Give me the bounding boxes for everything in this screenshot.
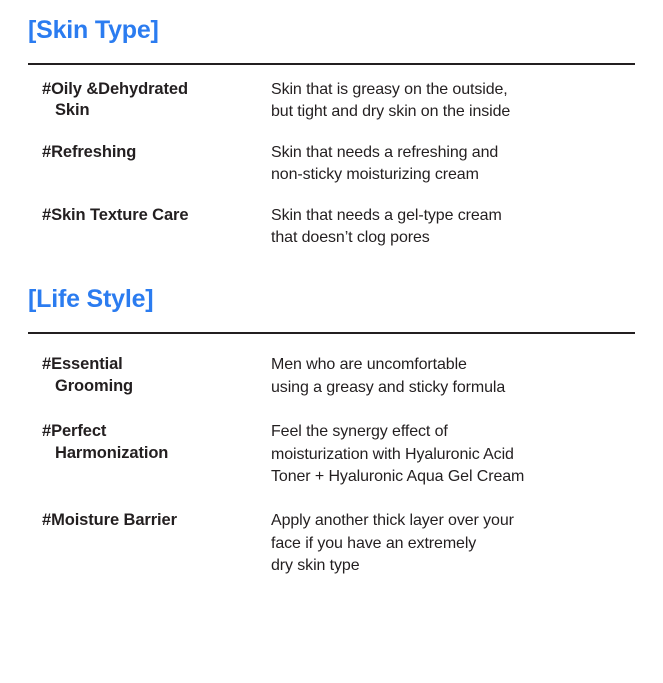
section-divider-skin-type	[28, 63, 635, 65]
feature-list-skin-type	[28, 79, 635, 249]
description-line: Apply another thick layer over your	[271, 512, 514, 530]
section-life-style	[28, 275, 635, 577]
feature-description	[271, 205, 635, 250]
section-divider-life-style	[28, 332, 635, 334]
feature-tag	[28, 205, 271, 226]
description-line: dry skin type	[271, 557, 360, 575]
section-title-skin-type: [Skin Type]	[28, 16, 159, 44]
list-item	[28, 421, 635, 488]
feature-tag-line-1: #Oily &Dehydrated	[42, 80, 188, 98]
feature-description	[271, 510, 635, 577]
feature-tag-line-1: #Skin Texture Care	[42, 205, 189, 224]
feature-tag	[28, 142, 271, 163]
description-line: Skin that needs a gel-type cream	[271, 206, 502, 224]
description-line: Men who are uncomfortable	[271, 356, 467, 374]
description-line: Skin that is greasy on the outside,	[271, 81, 508, 98]
description-line: face if you have an extremely	[271, 534, 477, 552]
section-title-life-style: [Life Style]	[28, 285, 154, 314]
list-item	[28, 79, 635, 124]
feature-description	[271, 142, 635, 187]
list-item	[28, 142, 635, 187]
description-line: using a greasy and sticky formula	[271, 378, 506, 396]
description-line: Feel the synergy effect of	[271, 423, 448, 441]
description-line: Skin that needs a refreshing and	[271, 143, 499, 161]
description-line: but tight and dry skin on the inside	[271, 103, 511, 121]
description-line: moisturization with Hyaluronic Acid	[271, 445, 514, 463]
feature-tag-line-1: #Essential	[42, 355, 123, 374]
feature-description	[271, 421, 635, 488]
list-item	[28, 354, 635, 399]
feature-tag	[28, 510, 271, 531]
description-line: that doesn’t clog pores	[271, 228, 430, 246]
feature-tag-line-1: #Refreshing	[42, 142, 137, 161]
feature-description	[271, 79, 635, 124]
feature-tag-line-1: #Moisture Barrier	[42, 511, 177, 530]
feature-tag-line-2: Grooming	[55, 376, 134, 395]
feature-tag-line-2: Harmonization	[55, 443, 169, 462]
feature-tag-line-1: #Perfect	[42, 422, 107, 441]
feature-tag	[28, 354, 271, 397]
feature-description	[271, 354, 635, 399]
feature-list-life-style	[28, 354, 635, 577]
description-line: non-sticky moisturizing cream	[271, 166, 479, 184]
list-item	[28, 205, 635, 250]
description-line: Toner + Hyaluronic Aqua Gel Cream	[271, 467, 525, 485]
feature-tag-line-2: Skin	[55, 101, 90, 120]
feature-tag	[28, 79, 271, 122]
section-skin-type	[28, 0, 635, 249]
list-item	[28, 510, 635, 577]
feature-tag	[28, 421, 271, 464]
